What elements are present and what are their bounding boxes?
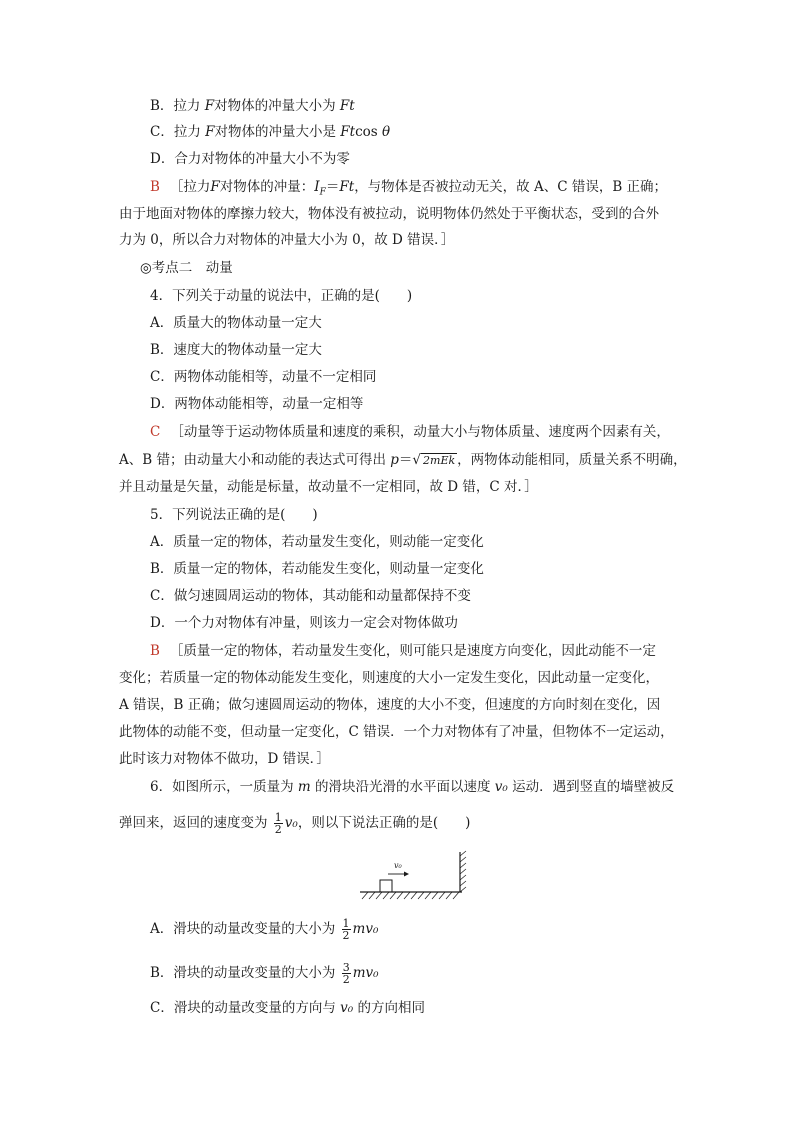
- q3-option-b: [150, 96, 355, 116]
- q4-option-b: B．速度大的物体动量一定大: [150, 342, 322, 358]
- text: ，与物体是否被拉动无关，故 A、C 错误，B 正确；: [354, 179, 668, 195]
- var-theta: θ: [382, 124, 391, 140]
- q6-stem-line-2: [119, 812, 470, 835]
- q5-option-b: B．质量一定的物体，若动能发生变化，则动量一定变化: [150, 561, 484, 577]
- sqrt-expression: 2mEk: [423, 454, 456, 467]
- text: 的滑块沿光滑的水平面以速度: [310, 779, 495, 795]
- var-f: F: [205, 124, 215, 140]
- numerator: 1: [274, 811, 282, 824]
- q5-answer-line-2: 变化；若质量一定的物体动能发生变化，则速度的大小一定发生变化，因此动量一定变化，: [119, 670, 659, 686]
- section-heading: ◎考点二 动量: [140, 260, 233, 276]
- denominator: 2: [274, 823, 282, 836]
- q5-option-c: C．做匀速圆周运动的物体，其动能和动量都保持不变: [150, 588, 471, 604]
- q5-answer-line-3: A 错误，B 正确；做匀速圆周运动的物体，速度的大小不变，但速度的方向时刻在变化，因: [119, 697, 661, 713]
- q4-answer-line-3: 并且动量是矢量，动能是标量，故动量不一定相同，故 D 错，C 对．］: [119, 479, 538, 495]
- text: ，两物体动能相同，质量关系不明确，: [457, 452, 687, 468]
- q4-option-a: A．质量大的物体动量一定大: [150, 315, 322, 331]
- q5-stem: 5．下列说法正确的是( ): [150, 507, 318, 523]
- ground-hatching: [362, 892, 459, 899]
- answer-letter: B: [150, 179, 160, 195]
- q4-stem: 4．下列关于动量的说法中，正确的是( ): [150, 288, 413, 304]
- q4-answer-line-2: [119, 450, 687, 471]
- var: F: [210, 179, 220, 195]
- numerator: 1: [342, 917, 350, 930]
- var: Ft: [339, 179, 355, 195]
- denominator: 2: [342, 973, 350, 986]
- fraction: [342, 918, 351, 941]
- text: C．滑块的动量改变量的方向与: [150, 1000, 341, 1016]
- q6-stem-line-1: [150, 777, 674, 797]
- text: ，则以下说法正确的是( ): [297, 815, 471, 831]
- var-ft: Ft: [340, 124, 356, 140]
- q3-option-c: [150, 122, 390, 142]
- text: 的方向相同: [353, 1000, 425, 1016]
- text: ＝√: [398, 452, 422, 468]
- q5-option-d: D．一个力对物体有冲量，则该力一定会对物体做功: [150, 615, 458, 631]
- fraction-half: [274, 812, 283, 835]
- text: A．滑块的动量改变量的大小为: [150, 921, 340, 937]
- q5-answer-line-4: 此物体的动能不变，但动量一定变化，C 错误．一个力对物体有了冲量，但物体不一定运动，: [119, 724, 674, 740]
- q3-option-d: D．合力对物体的冲量大小不为零: [150, 151, 350, 167]
- text: 弹回来，返回的速度变为: [119, 815, 272, 831]
- slider-wall-figure: [358, 850, 470, 900]
- var-f: F: [204, 98, 215, 114]
- var-v0: v₀: [494, 779, 508, 795]
- text: ＝: [325, 179, 340, 195]
- var: I: [314, 179, 320, 195]
- text: ［拉力: [169, 179, 211, 195]
- numerator: 3: [342, 961, 350, 974]
- text: cos: [355, 124, 383, 140]
- text: 对物体的冲量大小为: [214, 98, 340, 114]
- q6-option-c: [150, 998, 425, 1018]
- text: C．拉力: [150, 124, 206, 140]
- q3-answer-line-2: 由于地面对物体的摩擦力较大，物体没有被拉动，说明物体仍然处于平衡状态，受到的合外: [119, 206, 659, 222]
- q4-answer-line-1: [150, 422, 670, 442]
- text: B．滑块的动量改变量的大小为: [150, 965, 340, 981]
- text: B．拉力: [150, 98, 205, 114]
- answer-letter: C: [150, 424, 161, 440]
- subscript: F: [319, 187, 326, 198]
- var-p: p: [390, 452, 399, 468]
- text: ［动量等于运动物体质量和速度的乘积，动量大小与物体质量、速度两个因素有关，: [170, 424, 670, 440]
- var-v0: v₀: [284, 815, 298, 831]
- var-m: m: [297, 779, 311, 795]
- velocity-label: v₀: [394, 861, 402, 870]
- text: A、B 错；由动量大小和动能的表达式可得出: [119, 452, 391, 468]
- text: ［质量一定的物体，若动量发生变化，则可能只是速度方向变化，因此动能不一定: [169, 643, 656, 659]
- velocity-arrowhead: [404, 872, 409, 877]
- q6-option-a: [150, 918, 378, 941]
- var-ft: Ft: [339, 98, 355, 114]
- q4-option-d: D．两物体动能相等，动量一定相等: [150, 396, 364, 412]
- fraction: [342, 962, 351, 985]
- q5-answer-line-1: [150, 641, 656, 661]
- var-mv0: mv₀: [352, 965, 379, 981]
- text: 对物体的冲量：: [219, 179, 315, 195]
- wall-hatching: [460, 851, 466, 892]
- q3-answer-line-1: [150, 177, 667, 203]
- var-mv0: mv₀: [352, 921, 379, 937]
- denominator: 2: [342, 929, 350, 942]
- q4-option-c: C．两物体动能相等，动量不一定相同: [150, 369, 377, 385]
- slider-block: [380, 880, 392, 892]
- text: 对物体的冲量大小是: [214, 124, 341, 140]
- answer-letter: B: [150, 643, 160, 659]
- q5-answer-line-5: 此时该力对物体不做功，D 错误．］: [119, 751, 330, 767]
- q3-answer-line-3: 力为 0，所以合力对物体的冲量大小为 0，故 D 错误．］: [119, 232, 455, 248]
- text: 运动．遇到竖直的墙壁被反: [507, 779, 675, 795]
- q5-option-a: A．质量一定的物体，若动量发生变化，则动能一定变化: [150, 534, 484, 550]
- q6-option-b: [150, 962, 379, 985]
- var-v0: v₀: [340, 1000, 354, 1016]
- text: 6．如图所示，一质量为: [150, 779, 298, 795]
